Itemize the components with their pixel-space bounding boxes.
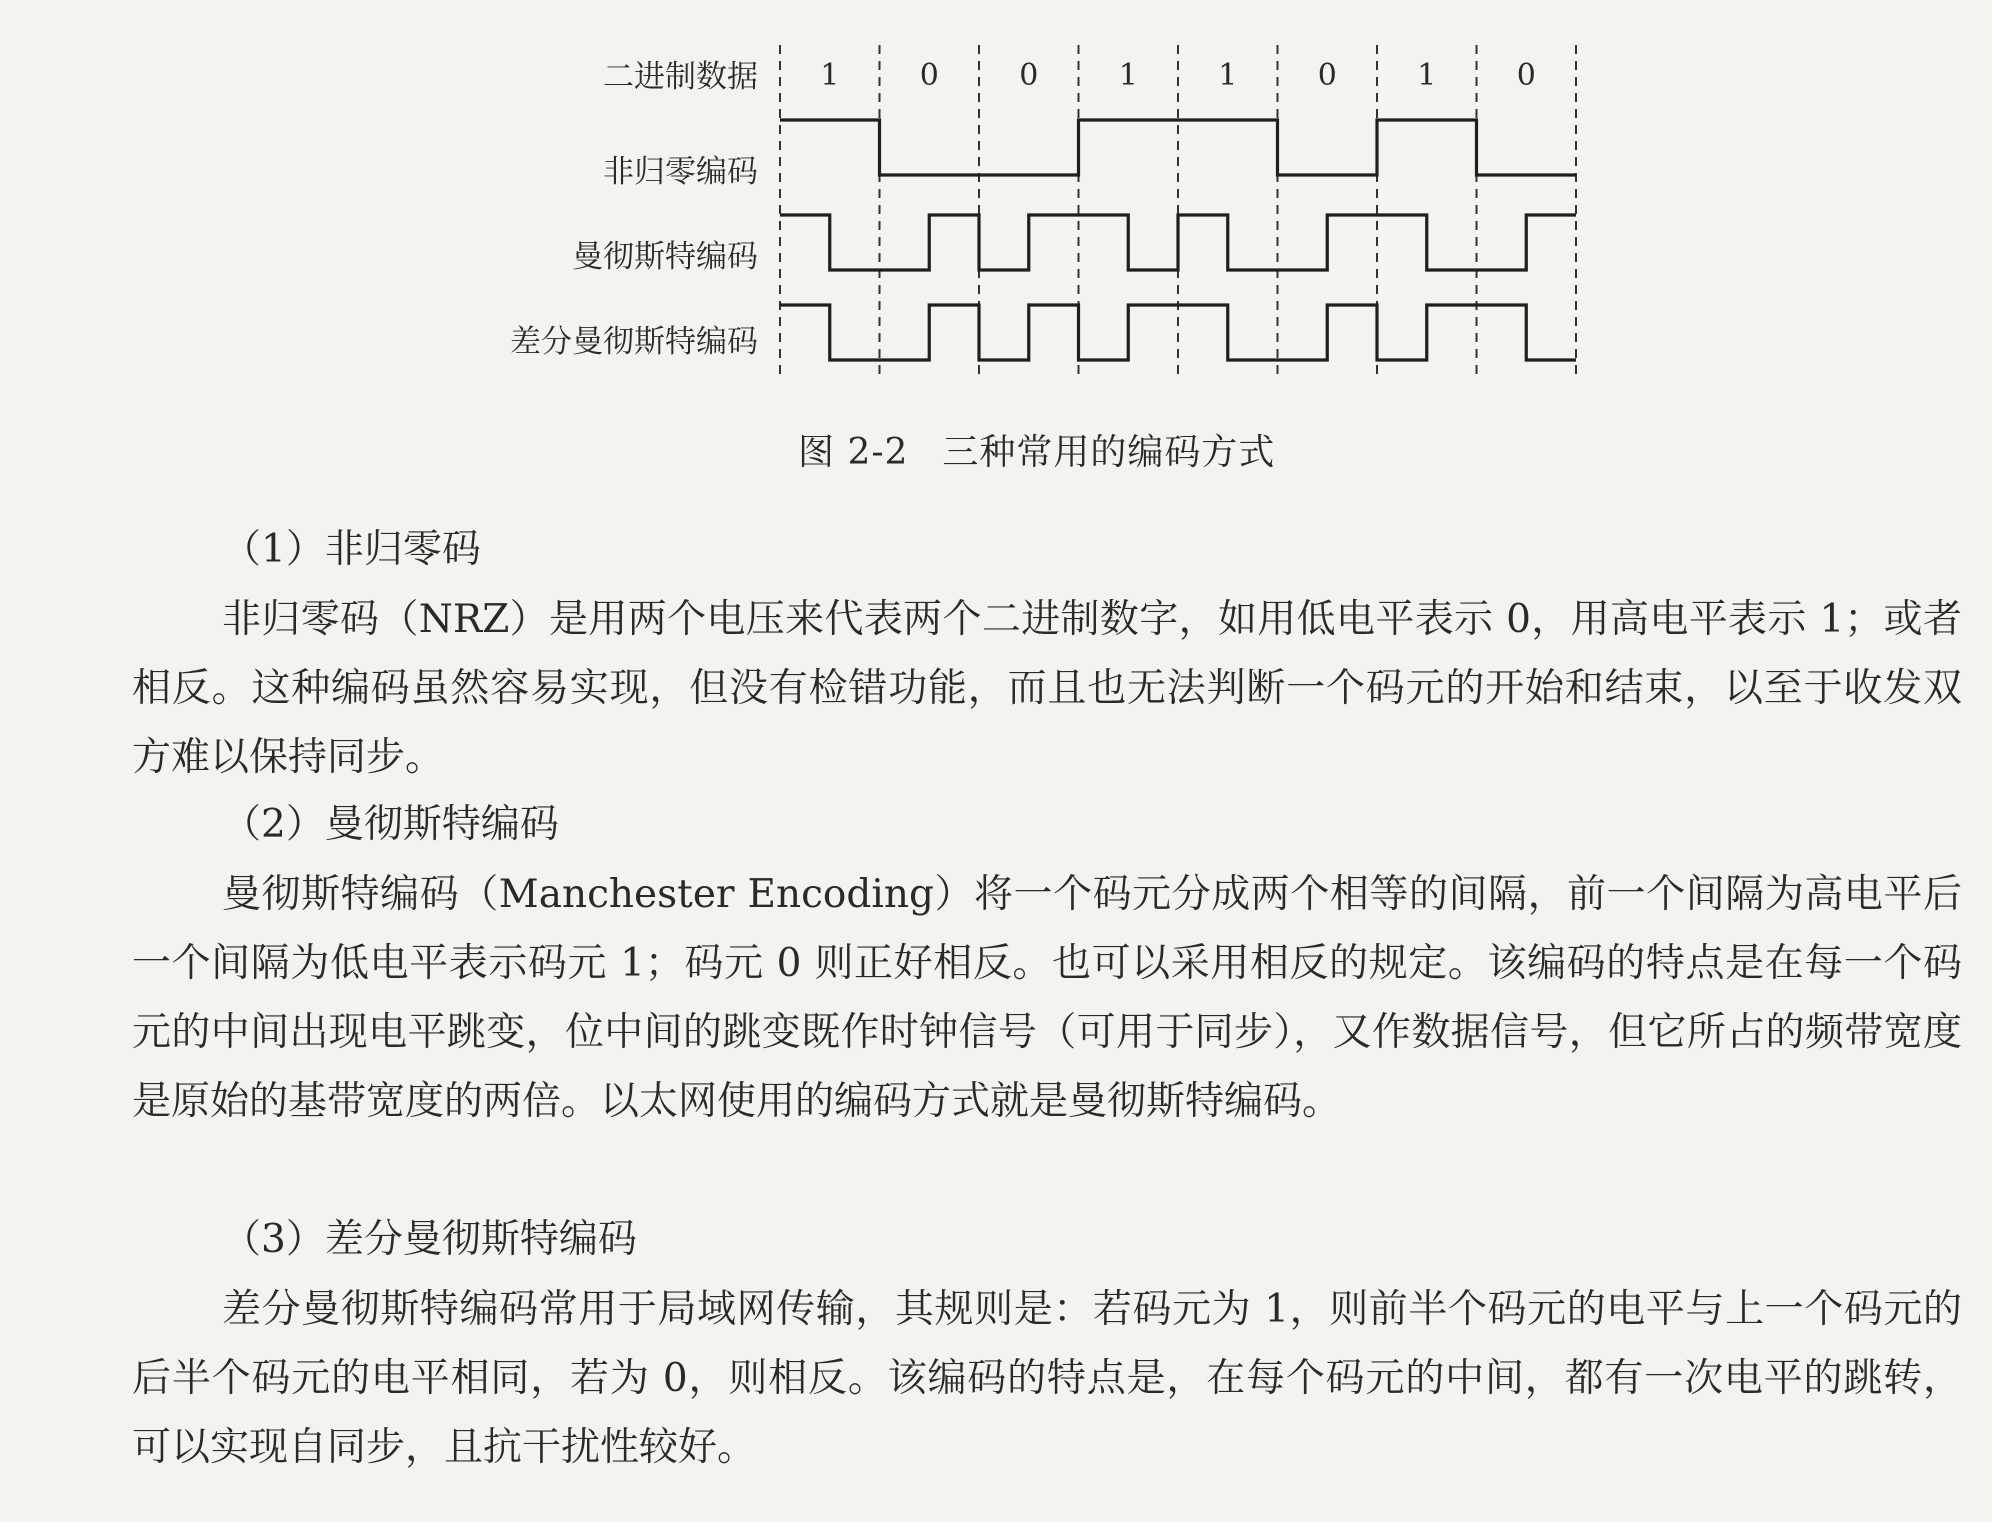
section-paragraph: 差分曼彻斯特编码常用于局域网传输，其规则是：若码元为 1，则前半个码元的电平与上一个码元的后半个码元的电平相同，若为 0，则相反。该编码的特点是，在每个码元的中间，都有一次电平的跳转，可以实现自同步，且抗干扰性较好。 <box>132 1287 1962 1470</box>
manchester-waveform <box>780 215 1576 270</box>
figure-caption-number: 图 2-2 <box>798 432 909 473</box>
bit-label: 0 <box>1516 58 1536 93</box>
row-label: 二进制数据 <box>603 59 758 95</box>
bit-label: 0 <box>919 58 939 93</box>
section-nrz <box>132 515 1962 792</box>
section-paragraph: 曼彻斯特编码（Manchester Encoding）将一个码元分成两个相等的间隔，前一个间隔为高电平后一个间隔为低电平表示码元 1；码元 0 则正好相反。也可以采用相反的规定。该编码的特点是在每一个码元的中间出现电平跳变，位中间的跳变既作时钟信号（可用于同步），又作数据信号，但它所占的频带宽度是原始的基带宽度的两倍。以太网使用的编码方式就是曼彻斯特编码。 <box>132 872 1962 1124</box>
bit-boundary-lines <box>780 45 1576 375</box>
section-heading: （3）差分曼彻斯特编码 <box>222 1217 637 1262</box>
bit-label: 1 <box>1218 58 1238 93</box>
section-differential-manchester <box>132 1205 1962 1482</box>
bit-label: 1 <box>1118 58 1138 93</box>
figure-caption <box>0 424 1992 475</box>
row-label: 差分曼彻斯特编码 <box>510 324 758 360</box>
figure-caption-title: 三种常用的编码方式 <box>942 432 1276 473</box>
row-labels <box>510 59 758 360</box>
bit-label: 1 <box>1417 58 1437 93</box>
bit-label: 0 <box>1019 58 1039 93</box>
row-label: 曼彻斯特编码 <box>572 239 758 275</box>
row-label: 非归零编码 <box>603 154 758 190</box>
encoding-figure <box>0 0 1992 480</box>
section-paragraph: 非归零码（NRZ）是用两个电压来代表两个二进制数字，如用低电平表示 0，用高电平表示 1；或者相反。这种编码虽然容易实现，但没有检错功能，而且也无法判断一个码元的开始和结束，以至于收发双方难以保持同步。 <box>132 597 1962 780</box>
section-heading: （2）曼彻斯特编码 <box>222 802 559 847</box>
section-manchester <box>132 790 1962 1136</box>
bit-label: 1 <box>820 58 840 93</box>
section-heading: （1）非归零码 <box>222 527 481 572</box>
bit-label: 0 <box>1317 58 1337 93</box>
